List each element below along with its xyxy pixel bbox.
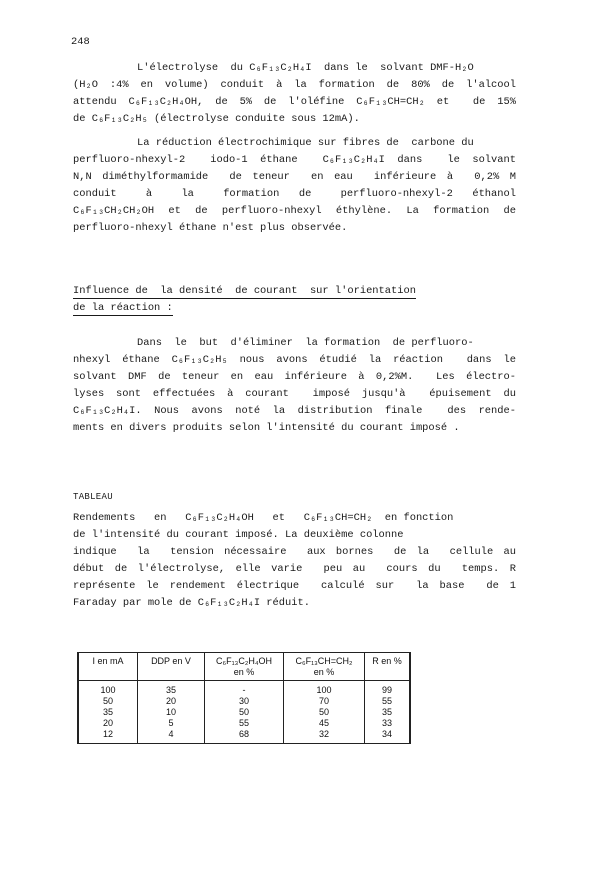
table-cell: 55: [205, 718, 284, 729]
paragraph-2-line-4: conduit à la formation de perfluoro-nhexyl-2 éthanol: [73, 188, 516, 200]
table-cell: 20: [138, 696, 205, 707]
caption-line-6: Faraday par mole de C₆F₁₃C₂H₄I réduit.: [73, 597, 310, 609]
header-yield: [365, 653, 411, 681]
header-alcohol: [205, 653, 284, 681]
table-header-row: [78, 653, 410, 681]
table-cell: 35: [78, 707, 138, 718]
table-cell: 32: [284, 729, 365, 744]
paragraph-3-line-3: solvant DMF de teneur en eau inférieure à 0,2%M. Les électro-: [73, 371, 516, 383]
header-olefin-label: C₆F₁₃CH=CH₂: [295, 656, 353, 666]
table-cell: 68: [205, 729, 284, 744]
caption-line-3: indique la tension nécessaire aux bornes de la cellule au: [73, 546, 516, 558]
table-cell: 10: [138, 707, 205, 718]
paragraph-2-line-5: C₆F₁₃CH₂CH₂OH et de perfluoro-nhexyl éthylène. La formation de: [73, 205, 516, 217]
paragraph-2-line-2: perfluoro-nhexyl-2 iodo-1 éthane C₆F₁₃C₂H₄I dans le solvant: [73, 154, 516, 166]
header-alcohol-label: C₆F₁₃C₂H₄OH: [216, 656, 272, 666]
caption-line-2: de l'intensité du courant imposé. La deuxième colonne: [73, 529, 404, 541]
paragraph-2-line-3: N,N diméthylformamide de teneur en eau inférieure à 0,2% M: [73, 171, 516, 183]
table-cell: 34: [365, 729, 411, 744]
table-cell: 5: [138, 718, 205, 729]
paragraph-3-line-2: nhexyl éthane C₆F₁₃C₂H₅ nous avons étudié la réaction dans le: [73, 354, 516, 366]
header-current: [78, 653, 138, 681]
paragraph-1-line-3: attendu C₆F₁₃C₂H₄OH, de 5% de l'oléfine C₆F₁₃CH=CH₂ et de 15%: [73, 96, 516, 108]
table-row: [78, 707, 410, 718]
section-heading-line-2: de la réaction :: [73, 302, 173, 314]
table-cell: 33: [365, 718, 411, 729]
header-current-label: I en mA: [92, 656, 124, 666]
tableau-label: TABLEAU: [73, 492, 113, 502]
table-cell: 30: [205, 696, 284, 707]
table-cell: 45: [284, 718, 365, 729]
paragraph-3-line-5: C₆F₁₃C₂H₄I. Nous avons noté la distribution finale des rende-: [73, 405, 516, 417]
table-cell: 50: [284, 707, 365, 718]
results-table: [77, 652, 411, 744]
table-row: [78, 729, 410, 744]
paragraph-2-line-1: La réduction électrochimique sur fibres de carbone du: [137, 137, 474, 149]
table-cell: 100: [284, 681, 365, 697]
header-alcohol-unit: en %: [233, 667, 255, 677]
paragraph-3-line-1: Dans le but d'éliminer la formation de perfluoro-: [137, 337, 474, 349]
table-row: [78, 718, 410, 729]
header-yield-label: R en %: [372, 656, 402, 666]
paragraph-3-line-4: lyses sont effectuées à courant imposé jusqu'à épuisement du: [73, 388, 516, 400]
table-cell: 99: [365, 681, 411, 697]
paragraph-3-line-6: ments en divers produits selon l'intensité du courant imposé .: [73, 422, 460, 434]
page-number: 248: [71, 36, 90, 48]
table-row: [78, 696, 410, 707]
paragraph-1-line-2: (H₂O :4% en volume) conduit à la formation de 80% de l'alcool: [73, 79, 516, 91]
caption-line-1: Rendements en C₆F₁₃C₂H₄OH et C₆F₁₃CH=CH₂ en fonction: [73, 512, 454, 524]
table-cell: 50: [205, 707, 284, 718]
section-heading-line-1: Influence de la densité de courant sur l'orientation: [73, 285, 416, 297]
caption-line-4: début de l'électrolyse, elle varie peu au cours du temps. R: [73, 563, 516, 575]
header-voltage: [138, 653, 205, 681]
table-cell: 4: [138, 729, 205, 744]
paragraph-1-line-1: L'électrolyse du C₆F₁₃C₂H₄I dans le solvant DMF-H₂O: [137, 62, 474, 74]
table-cell: 50: [78, 696, 138, 707]
table-cell: 12: [78, 729, 138, 744]
caption-line-5: représente le rendement électrique calculé sur la base de 1: [73, 580, 516, 592]
table-row: [78, 681, 410, 697]
header-olefin: [284, 653, 365, 681]
paragraph-1-line-4: de C₆F₁₃C₂H₅ (électrolyse conduite sous 12mA).: [73, 113, 360, 125]
table-cell: 35: [138, 681, 205, 697]
table-cell: 70: [284, 696, 365, 707]
table-cell: 20: [78, 718, 138, 729]
table-cell: 55: [365, 696, 411, 707]
paragraph-2-line-6: perfluoro-nhexyl éthane n'est plus observée.: [73, 222, 348, 234]
header-voltage-label: DDP en V: [151, 656, 191, 666]
table-cell: 35: [365, 707, 411, 718]
header-olefin-unit: en %: [313, 667, 335, 677]
table-cell: 100: [78, 681, 138, 697]
table-cell: -: [205, 681, 284, 697]
